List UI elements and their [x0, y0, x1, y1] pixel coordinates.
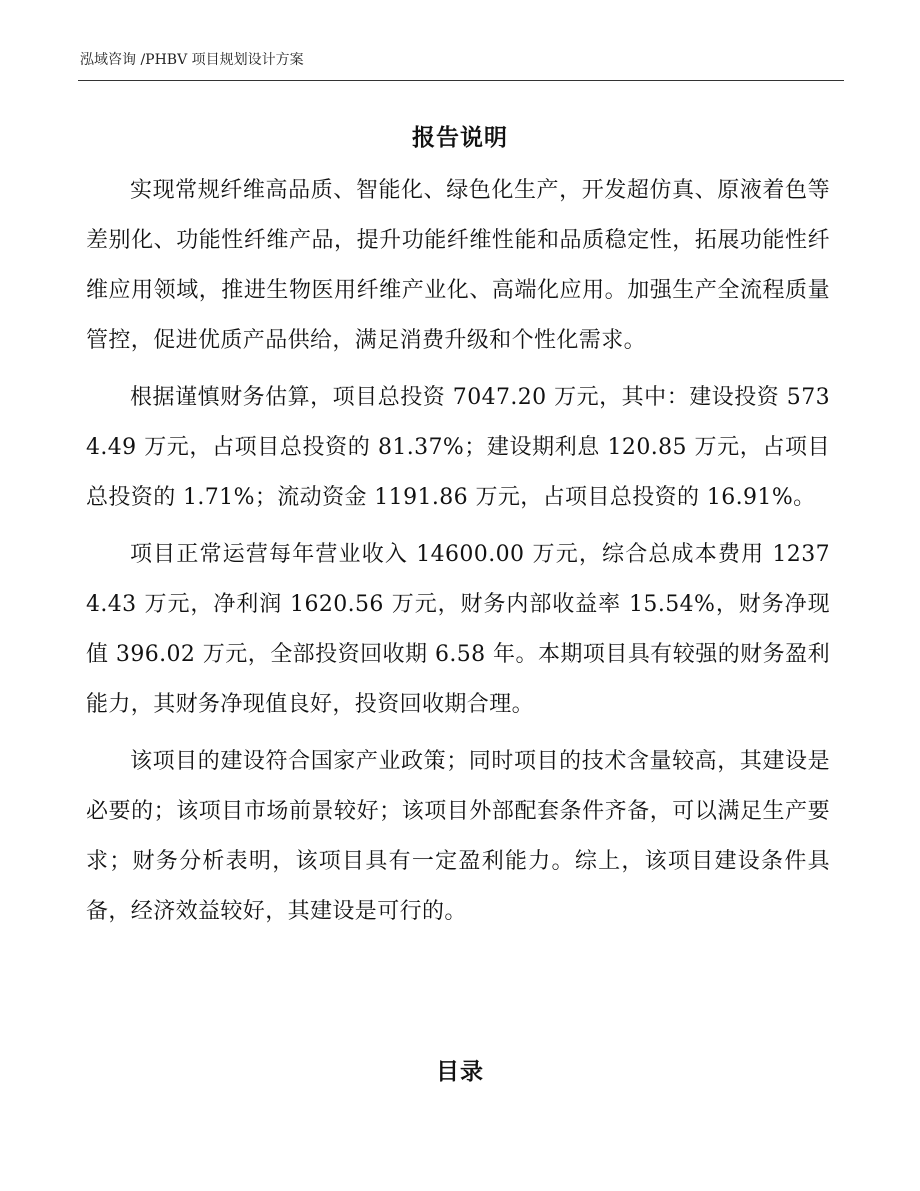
paragraph-investment: 根据谨慎财务估算，项目总投资 7047.20 万元，其中：建设投资 5734.49 万元，占项目总投资的 81.37%；建设期利息 120.85 万元，占项目总投资的 1.71%；流动资金 1191.86 万元，占项目总投资的 16.91%。	[86, 385, 830, 510]
report-body	[86, 166, 830, 937]
paragraph-overview: 实现常规纤维高品质、智能化、绿色化生产，开发超仿真、原液着色等差别化、功能性纤维产品，提升功能纤维性能和品质稳定性，拓展功能性纤维应用领域，推进生物医用纤维产业化、高端化应用。加强生产全流程质量管控，促进优质产品供给，满足消费升级和个性化需求。	[86, 178, 830, 353]
paragraph-revenue: 项目正常运营每年营业收入 14600.00 万元，综合总成本费用 12374.43 万元，净利润 1620.56 万元，财务内部收益率 15.54%，财务净现值 396.02 万元，全部投资回收期 6.58 年。本期项目具有较强的财务盈利能力，其财务净现值良好，投资回收期合理。	[86, 542, 830, 717]
header-divider	[78, 80, 844, 81]
running-header: 泓域咨询 /PHBV 项目规划设计方案	[80, 52, 304, 68]
toc-title: 目录	[436, 1058, 484, 1085]
report-title: 报告说明	[412, 124, 508, 151]
paragraph-conclusion: 该项目的建设符合国家产业政策；同时项目的技术含量较高，其建设是必要的；该项目市场前景较好；该项目外部配套条件齐备，可以满足生产要求；财务分析表明，该项目具有一定盈利能力。综上，该项目建设条件具备，经济效益较好，其建设是可行的。	[86, 749, 830, 924]
